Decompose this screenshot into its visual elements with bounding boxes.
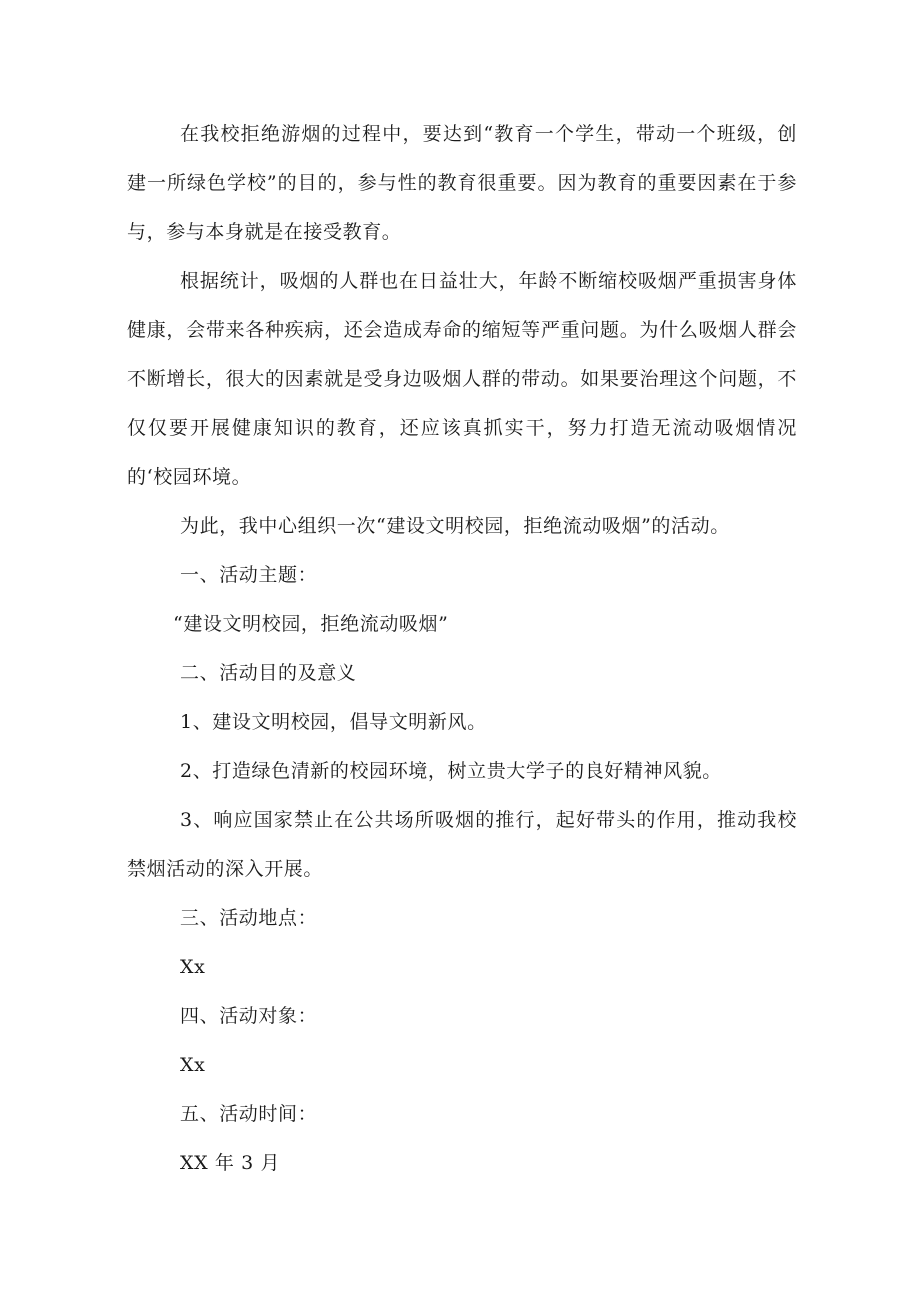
- goal-item-3: 3、响应国家禁止在公共场所吸烟的推行，起好带头的作用，推动我校禁烟活动的深入开展。: [127, 809, 797, 880]
- heading-goals: 二、活动目的及意义: [180, 662, 357, 684]
- paragraph-statistics: 根据统计，吸烟的人群也在日益壮大，年龄不断缩校吸烟严重损害身体健康，会带来各种疾病，还会造成寿命的缩短等严重问题。为什么吸烟人群会不断增长，很大的因素就是受身边吸烟人群的带动。如果要治理这个问题，不仅仅要开展健康知识的教育，还应该真抓实干，努力打造无流动吸烟情况的‘校园环境。: [127, 270, 797, 488]
- goal-item-1: 1、建设文明校园，倡导文明新风。: [180, 711, 487, 733]
- heading-time: 五、活动时间：: [180, 1103, 318, 1125]
- location-value: Xx: [180, 956, 206, 978]
- paragraph-purpose: 为此，我中心组织一次“建设文明校园，拒绝流动吸烟”的活动。: [180, 515, 730, 537]
- audience-value: Xx: [180, 1054, 206, 1076]
- heading-location: 三、活动地点：: [180, 907, 318, 929]
- time-value: XX 年 3 月: [180, 1152, 281, 1174]
- paragraph-intro: 在我校拒绝游烟的过程中，要达到“教育一个学生，带动一个班级，创建一所绿色学校”的目的，参与性的教育很重要。因为教育的重要因素在于参与，参与本身就是在接受教育。: [127, 123, 797, 243]
- goal-item-2: 2、打造绿色清新的校园环境，树立贵大学子的良好精神风貌。: [180, 760, 722, 782]
- heading-audience: 四、活动对象：: [180, 1005, 318, 1027]
- theme-slogan: “建设文明校园，拒绝流动吸烟”: [173, 613, 449, 635]
- heading-theme: 一、活动主题：: [180, 564, 318, 586]
- document-body: [127, 110, 797, 1188]
